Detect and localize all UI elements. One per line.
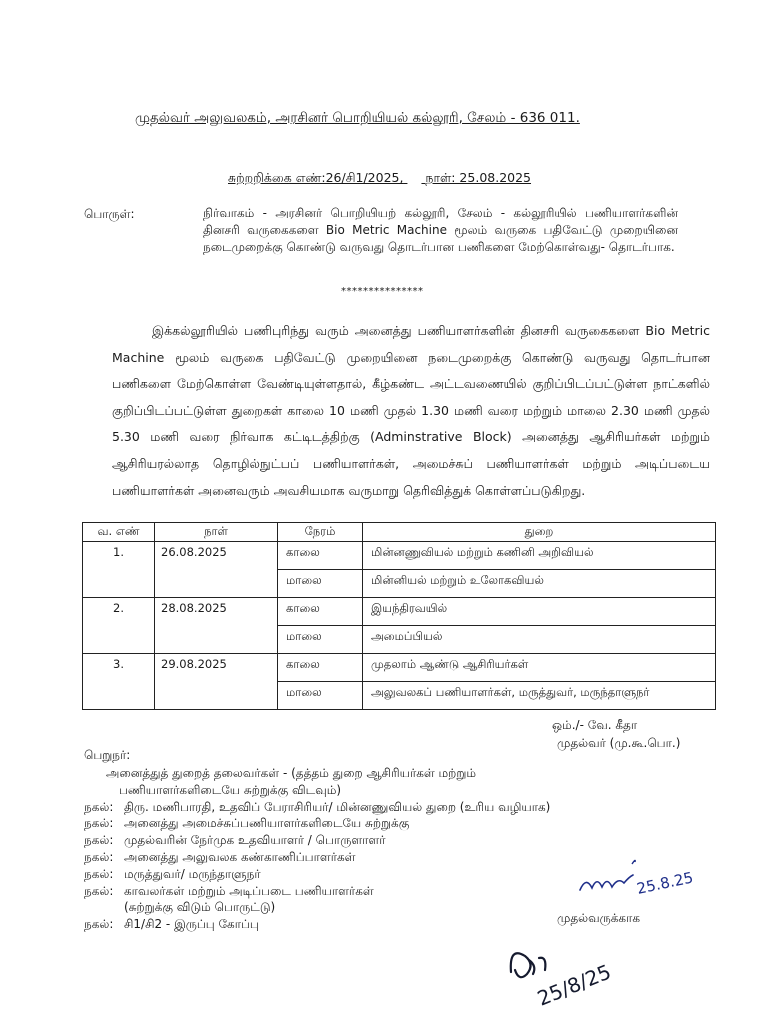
handwritten-date-blue: 25.8.25 (635, 868, 695, 898)
table-row (83, 598, 716, 626)
signatory-name: ஒம்./- வே. கீதா (552, 718, 638, 732)
office-copy-label: முதல்வருக்காக (557, 911, 641, 925)
cell-department: முதலாம் ஆண்டு ஆசிரியர்கள் (363, 654, 716, 682)
handwritten-initials-blue (572, 852, 732, 900)
circular-date: நாள்: 25.08.2025 (425, 170, 532, 185)
copy-prefix: நகல்: (84, 833, 114, 848)
recipient-line: பணியாளர்களிடையே சுற்றுக்கு விடவும்) (119, 782, 342, 797)
copy-line (84, 916, 550, 933)
copy-prefix: நகல்: (84, 799, 114, 814)
cell-sno: 2. (83, 598, 155, 654)
copy-text: அனைத்து அமைச்சுப்பணியாளர்களிடையே சுற்றுக்கு (124, 816, 410, 831)
copy-line (84, 849, 550, 866)
table-header-row (83, 523, 716, 542)
recipient-line: அனைத்துத் துறைத் தலைவர்கள் - (தத்தம் துறை ஆசிரியர்கள் மற்றும் (106, 766, 477, 780)
copy-text: (சுற்றுக்கு விடும் பொருட்டு) (124, 900, 276, 915)
copy-line (84, 799, 550, 816)
cell-department: இயந்திரவயில் (363, 598, 716, 626)
copy-prefix: நகல்: (84, 883, 114, 898)
copy-line (84, 866, 550, 883)
copy-line (84, 815, 550, 832)
copy-text: மருத்துவர்/ மருந்தாளுநர் (124, 866, 261, 881)
copy-prefix: நகல்: (84, 917, 114, 932)
cell-department: மின்னணுவியல் மற்றும் கணினி அறிவியல் (363, 542, 716, 570)
cell-time: மாலை (278, 682, 363, 710)
document-header: முதல்வர் அலுவலகம், அரசினர் பொறியியல் கல்லூரி, சேலம் - 636 011. (135, 110, 580, 126)
copy-text: சி1/சி2 - இருப்பு கோப்பு (124, 917, 259, 932)
handwritten-date-dark: 25/8/25 (533, 959, 615, 1011)
circular-reference (228, 170, 531, 187)
cell-date: 28.08.2025 (155, 598, 278, 654)
cell-date: 29.08.2025 (155, 654, 278, 710)
copy-line (84, 883, 550, 900)
copy-text: திரு. மணிபாரதி, உதவிப் பேராசிரியர்/ மின்னணுவியல் துறை (உரிய வழியாக) (124, 799, 551, 814)
copy-prefix: நகல்: (84, 866, 114, 881)
cell-time: காலை (278, 542, 363, 570)
header-sno: வ. எண் (83, 523, 155, 542)
separator: *************** (341, 286, 424, 297)
subject-text: நிர்வாகம் - அரசினர் பொறியியற் கல்லூரி, சேலம் - கல்லூரியில் பணியாளர்களின் தினசரி வருகைகளை Bio Metric Machine மூலம் வருகை பதிவேட்டு முறையினை நடைமுறைக்கு கொண்டு வருவது தொடர்பான பணிகளை மேற்கொள்வது- தொடர்பாக. (203, 206, 678, 254)
cell-time: மாலை (278, 570, 363, 598)
copy-line (84, 899, 550, 916)
cell-time: காலை (278, 654, 363, 682)
signatory-title: முதல்வர் (மு.கூ.பொ.) (557, 736, 681, 750)
cell-sno: 3. (83, 654, 155, 710)
distribution-list (84, 765, 550, 933)
copy-text: முதல்வரின் நேர்முக உதவியாளர் / பொருளாளர் (124, 833, 386, 848)
circular-number: சுற்றறிக்கை எண்:26/சி1/2025, (228, 170, 404, 185)
cell-date: 26.08.2025 (155, 542, 278, 598)
copy-line (84, 832, 550, 849)
cell-sno: 1. (83, 542, 155, 598)
table-row (83, 654, 716, 682)
table-row (83, 542, 716, 570)
header-department: துறை (363, 523, 716, 542)
header-date: நாள் (155, 523, 278, 542)
cell-department: அலுவலகப் பணியாளர்கள், மருத்துவர், மருந்தாளுநர் (363, 682, 716, 710)
cell-department: அமைப்பியல் (363, 626, 716, 654)
copy-prefix: நகல்: (84, 849, 114, 864)
handwritten-initials-dark (505, 930, 625, 1012)
cell-time: காலை (278, 598, 363, 626)
header-time: நேரம் (278, 523, 363, 542)
cell-department: மின்னியல் மற்றும் உலோகவியல் (363, 570, 716, 598)
recipients-label: பெறுநர்: (84, 748, 131, 762)
copy-text: அனைத்து அலுவலக கண்காணிப்பாளர்கள் (124, 849, 356, 864)
body-paragraph: இக்கல்லூரியில் பணிபுரிந்து வரும் அனைத்து பணியாளர்களின் தினசரி வருகைகளை Bio Metric Machine மூலம் வருகை பதிவேட்டு முறையினை நடைமுறைக்கு கொண்டு வருவது தொடர்பான பணிகளை மேற்கொள்ள வேண்டியுள்ளதால், கீழ்கண்ட அட்டவணையில் குறிப்பிடப்பட்டுள்ள நாட்களில் குறிப்பிடப்பட்டுள்ள துறைகள் காலை 10 மணி முதல் 1.30 மணி வரை மற்றும் மாலை 2.30 மணி முதல் 5.30 மணி வரை நிர்வாக கட்டிடத்திற்கு (Adminstrative Block) அனைத்து ஆசிரியர்கள் மற்றும் ஆசிரியரல்லாத தொழில்நுட்பப் பணியாளர்கள், அமைச்சுப் பணியாளர்கள் மற்றும் அடிப்படைய பணியாளர்கள் அனைவரும் அவசியமாக வருமாறு தெரிவித்துக் கொள்ளப்படுகிறது. (112, 323, 710, 498)
schedule-table (82, 522, 716, 710)
subject-label: பொருள்: (84, 207, 135, 221)
copy-prefix: நகல்: (84, 816, 114, 831)
cell-time: மாலை (278, 626, 363, 654)
copy-text: காவலர்கள் மற்றும் அடிப்படை பணியாளர்கள் (124, 883, 374, 898)
